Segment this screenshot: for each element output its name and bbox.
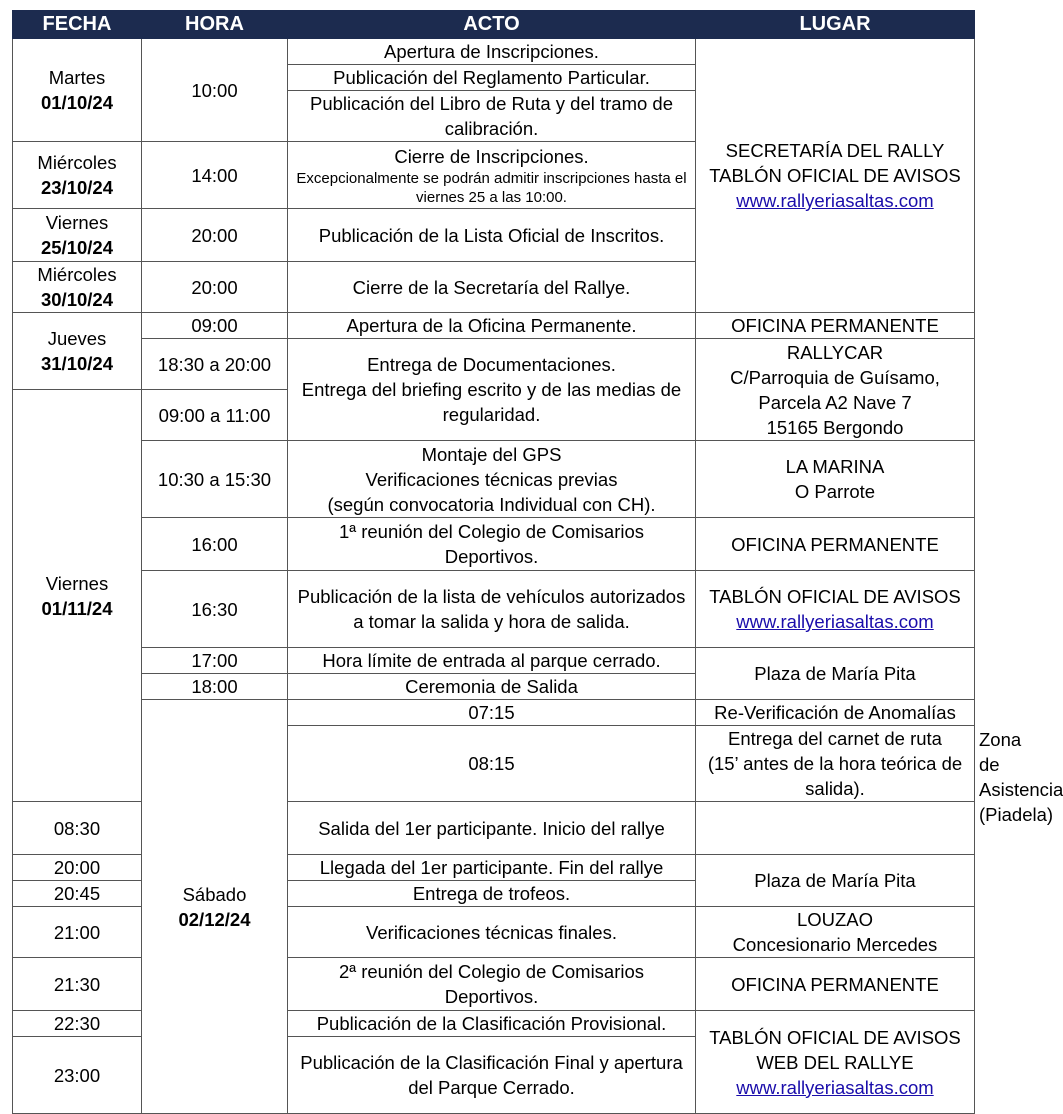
lugar-line: Concesionario Mercedes: [732, 934, 938, 955]
lugar-line: TABLÓN OFICIAL DE AVISOS: [709, 1026, 961, 1048]
date-day: Viernes: [45, 572, 109, 594]
website-link[interactable]: www.rallyeriasaltas.com: [736, 1076, 934, 1098]
acto-line: Cierre de Inscripciones.: [394, 145, 589, 167]
lugar-line: Parcela A2 Nave 7: [758, 391, 912, 413]
lugar-line: 15165 Bergondo: [766, 416, 904, 438]
date-day: Miércoles: [37, 152, 117, 173]
date-cell: [13, 313, 142, 390]
header-fecha: FECHA: [13, 11, 142, 39]
date-value: 25/10/24: [40, 237, 113, 258]
hora-cell: 21:30: [13, 958, 142, 1011]
table-row: [13, 648, 975, 674]
acto-cell: 2ª reunión del Colegio de Comisarios Deportivos.: [288, 958, 696, 1011]
hora-cell: 09:00: [142, 313, 288, 339]
acto-cell: Publicación del Reglamento Particular.: [288, 65, 696, 91]
acto-cell: Re-Verificación de Anomalías: [696, 700, 975, 726]
table-row: [13, 518, 975, 571]
lugar-cell: [696, 571, 975, 648]
hora-cell: 20:00: [142, 262, 288, 313]
date-day: Jueves: [47, 328, 107, 349]
acto-cell: Cierre de la Secretaría del Rallye.: [288, 262, 696, 313]
lugar-cell: [696, 441, 975, 518]
hora-cell: 14:00: [142, 142, 288, 209]
lugar-cell: OFICINA PERMANENTE: [696, 518, 975, 571]
acto-cell: [288, 441, 696, 518]
date-value: 01/11/24: [41, 597, 113, 619]
hora-cell: 16:30: [142, 571, 288, 648]
table-row: [13, 571, 975, 648]
acto-cell: Publicación de la Clasificación Provisional.: [288, 1011, 696, 1037]
date-value: 01/10/24: [40, 92, 113, 113]
lugar-line: C/Parroquia de Guísamo,: [730, 366, 940, 388]
acto-cell: 1ª reunión del Colegio de Comisarios Deportivos.: [288, 518, 696, 571]
date-cell: [13, 39, 142, 142]
hora-cell: 08:30: [13, 802, 142, 855]
acto-line: Entrega de Documentaciones.: [367, 354, 616, 375]
table-row: [13, 39, 975, 65]
acto-cell: Publicación de la lista de vehículos autorizados a tomar la salida y hora de salida.: [288, 571, 696, 648]
acto-line: Entrega del carnet de ruta: [728, 728, 942, 749]
date-value: 02/12/24: [178, 908, 251, 930]
acto-cell: Publicación de la Clasificación Final y apertura del Parque Cerrado.: [288, 1037, 696, 1114]
hora-cell: 10:30 a 15:30: [142, 441, 288, 518]
lugar-cell: [696, 907, 975, 958]
lugar-line: RALLYCAR: [786, 341, 884, 363]
lugar-line: SECRETARÍA DEL RALLY: [725, 140, 945, 161]
lugar-line: TABLÓN OFICIAL DE AVISOS: [709, 586, 961, 607]
schedule-table: [12, 10, 1063, 1114]
lugar-cell: OFICINA PERMANENTE: [696, 958, 975, 1011]
date-value: 30/10/24: [40, 289, 113, 310]
lugar-line: LA MARINA: [785, 456, 885, 477]
hora-cell: 23:00: [13, 1037, 142, 1114]
date-cell: [13, 390, 142, 802]
table-row: Sábado 02/12/24 07:15 Re-Verificación de Anomalías Zona de Asistencia (Piadela): [13, 700, 975, 726]
date-cell: [13, 262, 142, 313]
acto-line: Verificaciones técnicas previas: [365, 468, 618, 490]
lugar-line: TABLÓN OFICIAL DE AVISOS: [709, 165, 961, 186]
date-day: Miércoles: [37, 264, 117, 285]
acto-cell: [288, 339, 696, 441]
lugar-cell: OFICINA PERMANENTE: [696, 313, 975, 339]
acto-cell: Publicación del Libro de Ruta y del tramo de calibración.: [288, 91, 696, 142]
acto-cell: Apertura de la Oficina Permanente.: [288, 313, 696, 339]
date-cell: [142, 700, 288, 1114]
hora-cell: 09:00 a 11:00: [142, 390, 288, 441]
acto-line: Montaje del GPS: [421, 443, 562, 465]
acto-cell: Llegada del 1er participante. Fin del rallye: [288, 855, 696, 881]
table-row: [13, 339, 975, 390]
header-hora: HORA: [142, 11, 288, 39]
acto-cell: [288, 142, 696, 209]
lugar-cell: Plaza de María Pita: [696, 855, 975, 907]
acto-cell: Publicación de la Lista Oficial de Inscritos.: [288, 209, 696, 262]
date-cell: [13, 209, 142, 262]
hora-cell: 20:00: [13, 855, 142, 881]
date-day: Sábado: [182, 883, 247, 905]
header-acto: ACTO: [288, 11, 696, 39]
lugar-line: O Parrote: [794, 481, 876, 502]
hora-cell: 17:00: [142, 648, 288, 674]
hora-cell: 20:00: [142, 209, 288, 262]
acto-cell: [696, 726, 975, 802]
hora-cell: 21:00: [13, 907, 142, 958]
website-link[interactable]: www.rallyeriasaltas.com: [736, 190, 934, 211]
date-value: 23/10/24: [40, 177, 113, 198]
hora-cell: 18:00: [142, 674, 288, 700]
acto-note: Excepcionalmente se podrán admitir inscripciones hasta el viernes 25 a las 10:00.: [296, 169, 687, 206]
lugar-cell: [696, 339, 975, 441]
acto-cell: Verificaciones técnicas finales.: [288, 907, 696, 958]
lugar-cell: [696, 39, 975, 313]
hora-cell: 18:30 a 20:00: [142, 339, 288, 390]
hora-cell: 08:15: [288, 726, 696, 802]
date-value: 31/10/24: [40, 353, 113, 374]
acto-line: (15’ antes de la hora teórica de salida).: [707, 753, 963, 799]
table-row: [13, 313, 975, 339]
lugar-line: LOUZAO: [796, 909, 874, 930]
acto-cell: Apertura de Inscripciones.: [288, 39, 696, 65]
acto-line: Entrega del briefing escrito y de las medias de regularidad.: [301, 379, 682, 425]
date-day: Viernes: [45, 212, 109, 233]
website-link[interactable]: www.rallyeriasaltas.com: [736, 611, 934, 632]
acto-cell: Hora límite de entrada al parque cerrado.: [288, 648, 696, 674]
table-row: [13, 441, 975, 518]
header-lugar: LUGAR: [696, 11, 975, 39]
acto-line: (según convocatoria Individual con CH).: [327, 493, 656, 515]
lugar-cell: [696, 1011, 975, 1114]
lugar-line: WEB DEL RALLYE: [756, 1051, 914, 1073]
header-row: [13, 11, 975, 39]
date-cell: [13, 142, 142, 209]
hora-cell: 07:15: [288, 700, 696, 726]
acto-cell: Entrega de trofeos.: [288, 881, 696, 907]
acto-cell: Salida del 1er participante. Inicio del rallye: [288, 802, 696, 855]
lugar-cell: Plaza de María Pita: [696, 648, 975, 700]
hora-cell: 10:00: [142, 39, 288, 142]
hora-cell: 16:00: [142, 518, 288, 571]
hora-cell: 22:30: [13, 1011, 142, 1037]
acto-cell: Ceremonia de Salida: [288, 674, 696, 700]
hora-cell: 20:45: [13, 881, 142, 907]
date-day: Martes: [48, 67, 106, 88]
